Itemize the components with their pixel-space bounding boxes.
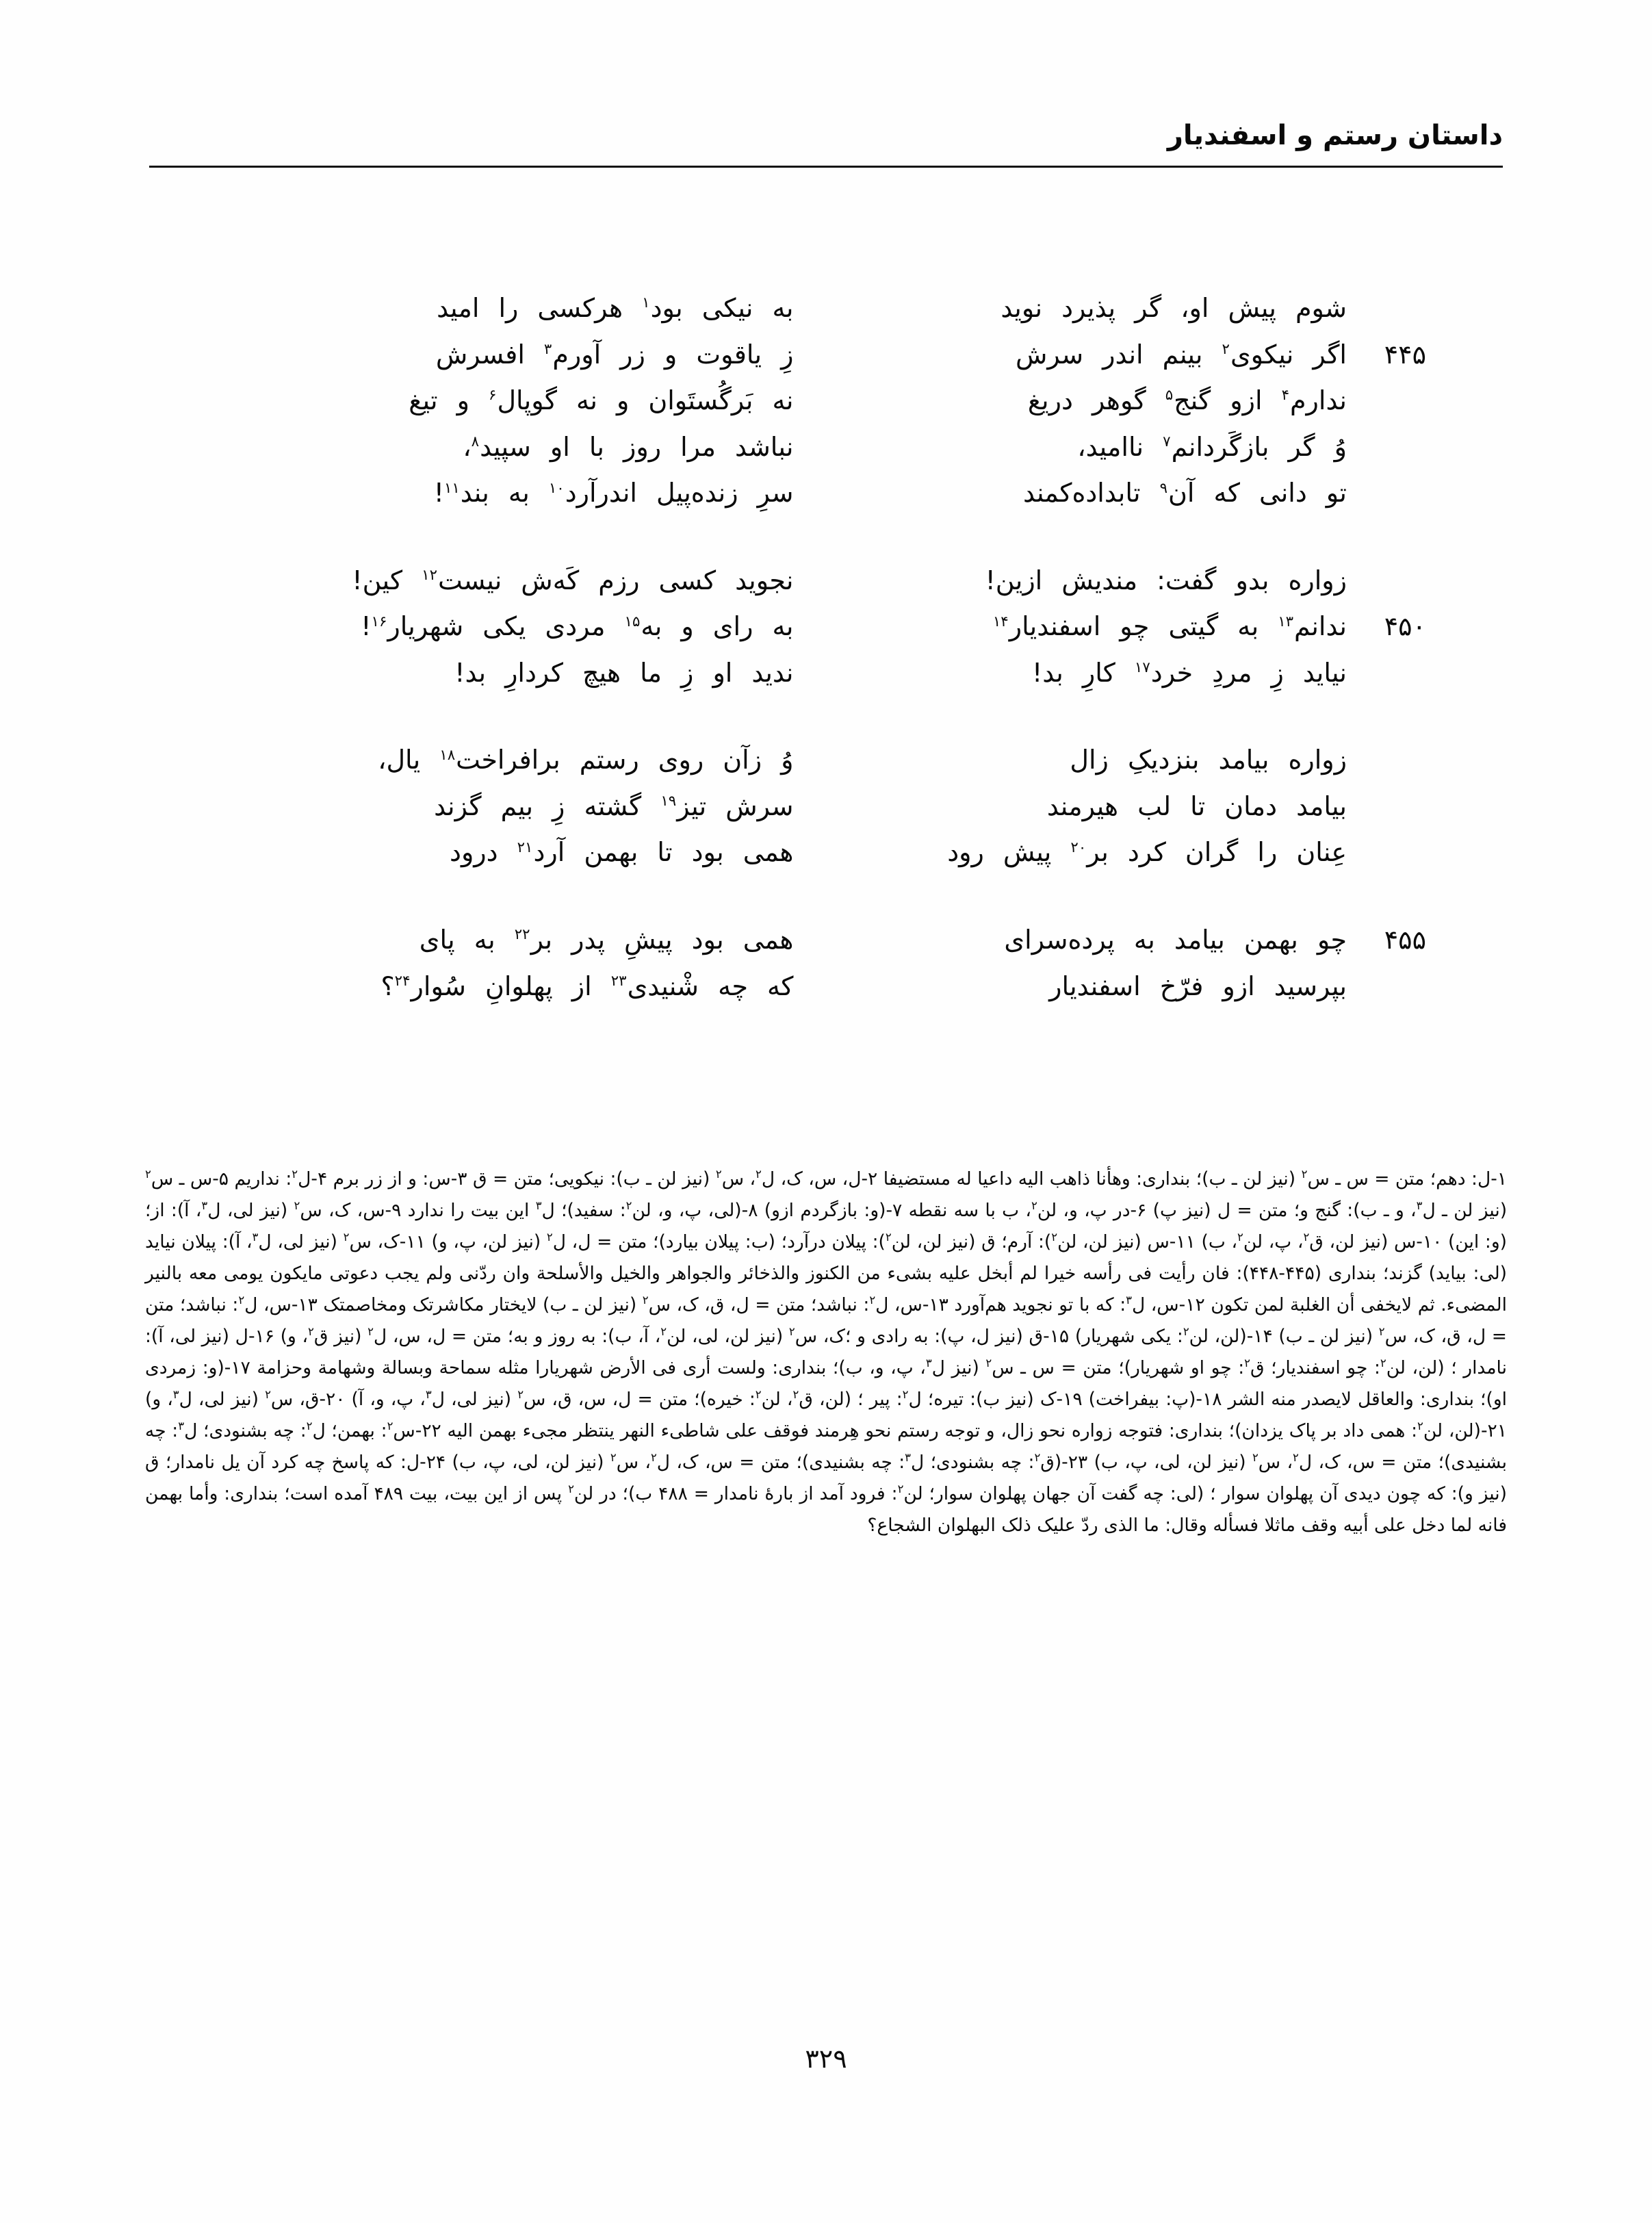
hemistich-text: زِ یاقوت و زر آورم$^۳$ افسرش xyxy=(435,339,794,370)
bayt-line xyxy=(226,287,1426,330)
hemistich-first xyxy=(811,739,1426,782)
hemistich-second xyxy=(226,426,811,469)
critical-apparatus xyxy=(145,1164,1507,1541)
bayt-line xyxy=(226,560,1426,602)
hemistich-text: نیاید زِ مردِ خرد$^{۱۷}$ کارِ بد! xyxy=(1032,657,1347,688)
hemistich-text: نباشد مرا روز با او سپید$^۸$، xyxy=(463,431,794,462)
bayt-line xyxy=(226,472,1426,515)
bayt-line xyxy=(226,739,1426,782)
hemistich-first xyxy=(811,966,1426,1008)
folio-number: ۳۲۹ xyxy=(805,2044,847,2074)
hemistich-text: همی بود تا بهمن آرد$^{۲۱}$ درود xyxy=(450,837,794,868)
bayt-line xyxy=(226,652,1426,695)
hemistich-first xyxy=(811,832,1426,874)
bayt-line xyxy=(226,832,1426,874)
bayt-line xyxy=(226,919,1426,962)
hemistich-text: ندید او زِ ما هیچ کردارِ بد! xyxy=(454,657,794,688)
stanza xyxy=(226,560,1426,695)
hemistich-second xyxy=(226,786,811,828)
hemistich-text: ندارم$^۴$ ازو گنج$^۵$ گوهر دریغ xyxy=(1027,385,1347,416)
hemistich-first xyxy=(811,380,1426,422)
hemistich-second xyxy=(226,560,811,602)
hemistich-second xyxy=(226,652,811,695)
stanza xyxy=(226,287,1426,515)
hemistich-first xyxy=(811,426,1426,469)
stanza xyxy=(226,739,1426,874)
bayt-line xyxy=(226,426,1426,469)
bayt-number: ۴۴۵ xyxy=(1384,339,1426,370)
bayt-line xyxy=(226,786,1426,828)
hemistich-text: تو دانی که آن$^۹$ تابداده‌کمند xyxy=(1023,478,1347,509)
bayt-line xyxy=(226,380,1426,422)
bayt-number: ۴۵۵ xyxy=(1384,925,1426,955)
hemistich-first xyxy=(811,786,1426,828)
bayt-line xyxy=(226,966,1426,1008)
header-title: داستان رستم و اسفندیار xyxy=(1167,120,1503,151)
hemistich-first xyxy=(811,919,1426,962)
bayt-line xyxy=(226,606,1426,648)
hemistich-first xyxy=(811,472,1426,515)
hemistich-text: نه بَرگُستَوان و نه گوپال$^۶$ و تیغ xyxy=(409,385,794,416)
verse-block xyxy=(226,287,1426,1053)
hemistich-second xyxy=(226,606,811,648)
bayt-number: ۴۵۰ xyxy=(1384,611,1426,642)
bayt-line xyxy=(226,334,1426,376)
hemistich-text: سرِ زنده‌پیل اندرآرد$^{۱۰}$ به بند$^{۱۱}$! xyxy=(433,478,794,509)
hemistich-text: زواره بیامد بنزدیکِ زال xyxy=(1070,745,1347,775)
hemistich-first xyxy=(811,287,1426,330)
hemistich-second xyxy=(226,334,811,376)
hemistich-second xyxy=(226,380,811,422)
hemistich-first xyxy=(811,560,1426,602)
hemistich-first xyxy=(811,606,1426,648)
hemistich-text: عِنان را گران کرد بر$^{۲۰}$ پیش رود xyxy=(947,837,1347,868)
hemistich-first xyxy=(811,334,1426,376)
hemistich-text: ندانم$^{۱۳}$ به گیتی چو اسفندیار$^{۱۴}$ xyxy=(992,611,1347,642)
hemistich-text: بپرسید ازو فرّخ اسفندیار xyxy=(1049,971,1347,1001)
hemistich-text: وُ گر بازگَردانم$^۷$ ناامید، xyxy=(1077,431,1347,462)
hemistich-second xyxy=(226,832,811,874)
hemistich-second xyxy=(226,919,811,962)
hemistich-text: زواره بدو گفت: مندیش ازین! xyxy=(985,565,1347,595)
hemistich-first xyxy=(811,652,1426,695)
hemistich-text: به نیکی بود$^۱$ هرکسی را امید xyxy=(437,293,794,323)
hemistich-second xyxy=(226,472,811,515)
hemistich-text: که چه شْنیدی$^{۲۳}$ از پهلوانِ سُوار$^{۲۴}$؟ xyxy=(380,971,794,1001)
hemistich-text: شوم پیش او، گر پذیرد نوید xyxy=(1001,293,1347,323)
hemistich-text: نجوید کسی رزم کَه‌ش نیست$^{۱۲}$ کین! xyxy=(352,565,794,595)
hemistich-text: به رای و به$^{۱۵}$ مردی یکی شهریار$^{۱۶}$! xyxy=(361,611,794,642)
header-divider xyxy=(149,166,1503,168)
hemistich-text: چو بهمن بیامد به پرده‌سرای xyxy=(1004,925,1347,955)
apparatus-text: ۱-ل: دهم؛ متن = س ـ س$^۲$ (نیز لن ـ ب)؛ بنداری: وهأنا ذاهب الیه داعیا له مستضیفا ۲-ل، س، ک، ل$^۲$، س$^۲$ (نیز لن ـ ب): نیکویی؛ متن = ق ۳-س: و از زر برم ۴-ل$^۲$: نداریم ۵-س ـ س$^۲$ (نیز لن ـ ل$^۳$، و ـ ب): گنج و؛ متن = ل (نیز پ) ۶-در پ، و، لن$^۲$، ب با سه نقطه ۷-(و: بازگردم ازو) ۸-(لی، پ، و، لن$^۲$: سفید)؛ ل$^۳$ این بیت را ندارد ۹-س، ک، س$^۲$ (نیز لی، ل$^۳$، آ): از؛ (و: این) ۱۰-س (نیز لن، ق$^۲$، پ، لن$^۲$، ب) ۱۱-س (نیز لن، لن$^۲$): آرم؛ ق (نیز لن، لن$^۲$): پیلان درآرد؛ (ب: پیلان بیارد)؛ متن = ل، ل$^۲$ (نیز لن، پ، و) ۱۱-ک، س$^۲$ (نیز لی، ل$^۳$، آ): پیلان نیاید (لی: بیاید) گزند؛ بنداری (۴۴۵-۴۴۸): فان رأیت فی رأسه خیرا لم أبخل علیه بشیء من الکنوز والذخائر والجواهر والخیل والأسلحة وان ردّنی ولم یجب دعوتی مایکون یومی معه بالنیر المضیء. ثم لایخفی أن الغلبة لمن تکون ۱۲-س، ل$^۳$: که با تو نجوید هم‌آورد ۱۳-س، ل$^۲$: نباشد؛ متن = ل، ق، ک، س$^۲$ (نیز لن ـ ب) لایختار مکاشرتک ومخاصمتک ۱۳-س، ل$^۲$: نباشد؛ متن = ل، ق، ک، س$^۲$ (نیز لن ـ ب) ۱۴-(لن، لن$^۲$: یکی شهریار) ۱۵-ق (نیز ل، پ): به رادی و ؛ک، س$^۲$ (نیز لن، لی، لن$^۲$، آ، ب): به روز و به؛ متن = ل، س، ل$^۲$ (نیز ق$^۲$، و) ۱۶-ل (نیز لی، آ): نامدار ؛ (لن، لن$^۲$: چو اسفندیار؛ ق$^۲$: چو او شهریار)؛ متن = س ـ س$^۲$ (نیز ل$^۳$، پ، و، ب)؛ بنداری: ولست أری فی الأرض شهریارا مثله سماحة وبسالة وشهامة وحزامة ۱۷-(و: زمردی او)؛ بنداری: والعاقل لایصدر منه الشر ۱۸-(پ: بیفراخت) ۱۹-ک (نیز ب): تیره؛ ل$^۲$: پیر ؛ (لن، ق$^۲$، لن$^۲$: خیره)؛ متن = ل، س، ق، س$^۲$ (نیز لی، ل$^۳$، پ، و، آ) ۲۰-ق، س$^۲$ (نیز لی، ل$^۳$، و) ۲۱-(لن، لن$^۲$: همی داد بر پاک یزدان)؛ بنداری: فتوجه زواره نحو زال، و توجه رستم نحو هِرمند فوقف علی شاطیء النهر ینتظر مجیء بهمن الیه ۲۲-س$^۲$: بهمن؛ ل$^۲$: چه بشنودی؛ ل$^۳$: چه بشنیدی)؛ متن = س، ک، ل$^۲$، س$^۲$ (نیز لن، لی، پ، ب) ۲۳-(ق$^۲$: چه بشنودی؛ ل$^۳$: چه بشنیدی)؛ متن = س، ک، ل$^۲$، س$^۲$ (نیز لن، لی، پ، ب) ۲۴-ل: که پاسخ چه کرد آن یل نامدار؛ ق (نیز و): که چون دیدی آن پهلوان سوار ؛ (لی: چه گفت آن جهان پهلوان سوار؛ لن$^۲$: فرود آمد از بارهٔ نامدار = ۴۸۸ ب)؛ در لن$^۲$ پس از این بیت، بیت ۴۸۹ آمده است؛ بنداری: وأما بهمن فانه لما دخل علی أبیه وقف ماثلا فسأله وقال: ما الذی ردّ علیک ذلک البهلوان الشجاع؟ xyxy=(145,1168,1508,1536)
hemistich-text: بیامد دمان تا لب هیرمند xyxy=(1046,791,1347,821)
hemistich-text: وُ زآن روی رستم برافراخت$^{۱۸}$ یال، xyxy=(378,745,794,775)
running-header xyxy=(149,122,1503,181)
hemistich-second xyxy=(226,966,811,1008)
hemistich-second xyxy=(226,739,811,782)
hemistich-second xyxy=(226,287,811,330)
hemistich-text: اگر نیکوی$^۲$ بینم اندر سرش xyxy=(1015,339,1347,370)
hemistich-text: همی بود پیشِ پدر بر$^{۲۲}$ به پای xyxy=(419,925,794,955)
hemistich-text: سرش تیز$^{۱۹}$ گشته زِ بیم گزند xyxy=(434,791,794,821)
stanza xyxy=(226,919,1426,1007)
